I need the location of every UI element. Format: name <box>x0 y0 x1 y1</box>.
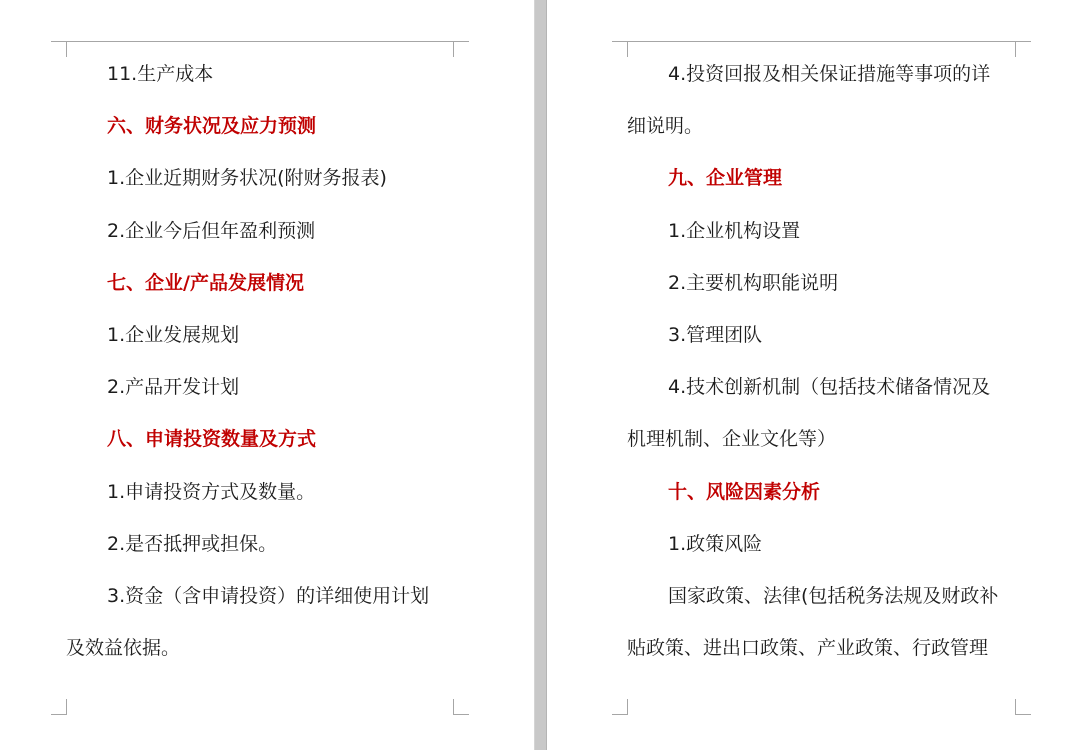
gutter-edge-left <box>534 0 535 750</box>
list-item: 2.主要机构职能说明 <box>668 272 839 294</box>
paragraph-continuation: 机理机制、企业文化等） <box>627 428 837 450</box>
section-heading: 七、企业/产品发展情况 <box>107 272 304 294</box>
list-item: 3.管理团队 <box>668 324 763 346</box>
header-margin-line <box>67 41 453 42</box>
list-item: 1.政策风险 <box>668 533 763 555</box>
list-item: 4.投资回报及相关保证措施等事项的详 <box>668 63 991 85</box>
crop-mark-bottom-right <box>453 699 469 715</box>
crop-mark-bottom-right <box>1015 699 1031 715</box>
paragraph-continuation: 及效益依据。 <box>66 637 181 659</box>
list-item: 1.企业近期财务状况(附财务报表) <box>107 167 387 189</box>
crop-mark-bottom-left <box>51 699 67 715</box>
list-item: 国家政策、法律(包括税务法规及财政补 <box>668 585 999 607</box>
list-item: 2.企业今后但年盈利预测 <box>107 220 316 242</box>
list-item: 1.申请投资方式及数量。 <box>107 481 316 503</box>
crop-mark-top-left <box>612 41 628 57</box>
crop-mark-top-left <box>51 41 67 57</box>
list-item: 3.资金（含申请投资）的详细使用计划 <box>107 585 430 607</box>
document-page-left <box>0 0 534 750</box>
list-item: 4.技术创新机制（包括技术储备情况及 <box>668 376 991 398</box>
paragraph-continuation: 贴政策、进出口政策、产业政策、行政管理 <box>627 637 989 659</box>
list-item: 2.是否抵押或担保。 <box>107 533 278 555</box>
section-heading: 八、申请投资数量及方式 <box>107 428 317 450</box>
section-heading: 六、财务状况及应力预测 <box>107 115 317 137</box>
section-heading: 九、企业管理 <box>668 167 783 189</box>
section-heading: 十、风险因素分析 <box>668 481 821 503</box>
paragraph-continuation: 细说明。 <box>627 115 704 137</box>
list-item: 1.企业发展规划 <box>107 324 240 346</box>
crop-mark-top-right <box>453 41 469 57</box>
crop-mark-bottom-left <box>612 699 628 715</box>
list-item: 1.企业机构设置 <box>668 220 801 242</box>
document-page-right <box>547 0 1086 750</box>
list-item: 11.生产成本 <box>107 63 214 85</box>
list-item: 2.产品开发计划 <box>107 376 240 398</box>
page-gutter <box>534 0 547 750</box>
header-margin-line <box>627 41 1015 42</box>
crop-mark-top-right <box>1015 41 1031 57</box>
